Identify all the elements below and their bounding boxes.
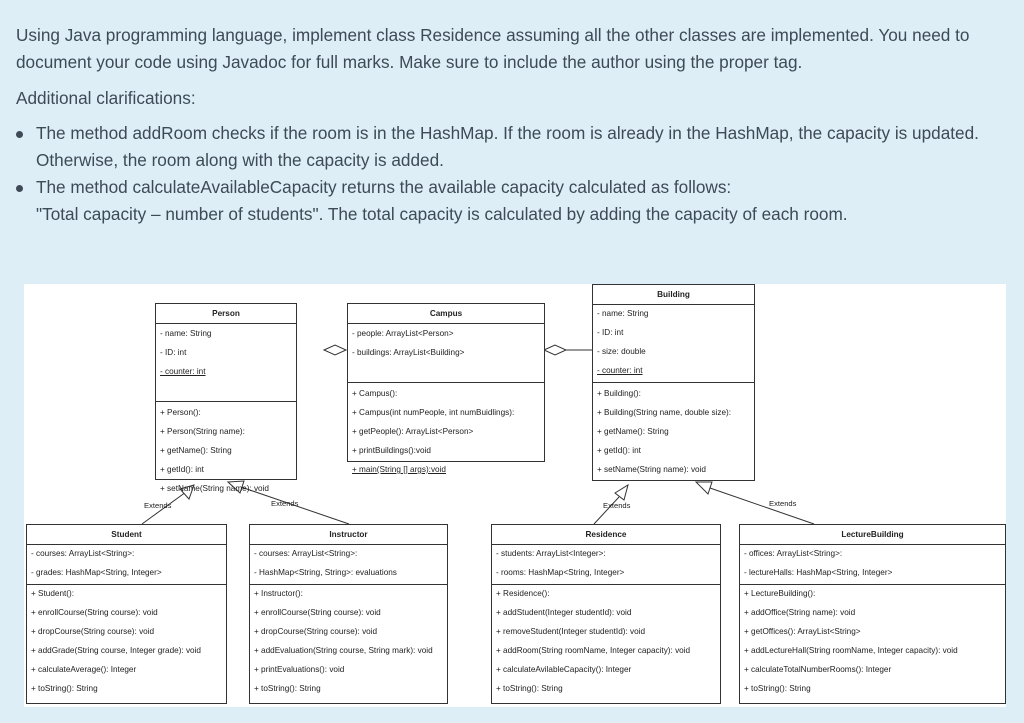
class-person bbox=[155, 303, 297, 493]
methods-section bbox=[250, 585, 447, 702]
method-static: + main(String [] args):void bbox=[352, 465, 446, 474]
method: + Person(): bbox=[160, 408, 201, 417]
class-name: Person bbox=[156, 304, 296, 324]
extends-label-student: Extends bbox=[144, 501, 172, 510]
method: + calculateAvilableCapacity(): Integer bbox=[496, 665, 632, 674]
attribute: - people: ArrayList<Person> bbox=[352, 329, 454, 338]
class-lecture-building bbox=[739, 524, 1006, 704]
method: + printBuildings():void bbox=[352, 446, 431, 455]
method: + getName(): String bbox=[160, 446, 232, 455]
attributes-section bbox=[27, 545, 226, 585]
method: + enrollCourse(String course): void bbox=[31, 608, 158, 617]
method: + getId(): int bbox=[160, 465, 204, 474]
method: + getId(): int bbox=[597, 446, 641, 455]
class-name: Building bbox=[593, 285, 754, 305]
method: + toString(): String bbox=[31, 684, 98, 693]
extends-label-residence: Extends bbox=[603, 501, 631, 510]
methods-section bbox=[156, 402, 296, 493]
question-paragraph: Using Java programming language, implement class Residence assuming all the other classes are implemented. You need to document your code using Javadoc for full marks. Make sure to include the author using the proper tag. bbox=[16, 25, 970, 72]
attribute: - size: double bbox=[597, 347, 646, 356]
method: + getOffices(): ArrayList<String> bbox=[744, 627, 861, 636]
method: + setName(String name): void bbox=[597, 465, 706, 474]
class-name: Campus bbox=[348, 304, 544, 324]
class-name: Residence bbox=[492, 525, 720, 545]
class-building bbox=[592, 284, 755, 481]
methods-section bbox=[492, 585, 720, 702]
class-campus bbox=[347, 303, 545, 474]
class-name: Instructor bbox=[250, 525, 447, 545]
method: + dropCourse(String course): void bbox=[254, 627, 378, 636]
extends-label-lecture-building: Extends bbox=[769, 499, 797, 508]
method: + setName(String name): void bbox=[160, 484, 269, 493]
attribute-static: - counter: int bbox=[597, 366, 643, 375]
method: + enrollCourse(String course): void bbox=[254, 608, 381, 617]
methods-section bbox=[593, 383, 754, 480]
attributes-section bbox=[156, 324, 296, 402]
attribute: - buildings: ArrayList<Building> bbox=[352, 348, 465, 357]
method: + Building(String name, double size): bbox=[597, 408, 732, 417]
method: + Campus(): bbox=[352, 389, 398, 398]
class-name: Student bbox=[27, 525, 226, 545]
method: + removeStudent(Integer studentId): void bbox=[496, 627, 646, 636]
clarification-formula: "Total capacity – number of students". The total capacity is calculated by adding the capacity of each room. bbox=[36, 204, 848, 224]
attribute: - grades: HashMap<String, Integer> bbox=[31, 568, 162, 577]
attributes-section bbox=[740, 545, 1005, 585]
attributes-section bbox=[348, 324, 544, 383]
method: + addLectureHall(String roomName, Integer capacity): void bbox=[744, 646, 958, 655]
method: + Campus(int numPeople, int numBuidlings): bbox=[352, 408, 515, 417]
method: + calculateAverage(): Integer bbox=[31, 665, 137, 674]
inheritance-arrow-icon bbox=[615, 485, 628, 500]
clarifications-heading: Additional clarifications: bbox=[16, 88, 196, 108]
methods-section bbox=[740, 585, 1005, 702]
inheritance-arrow-icon bbox=[696, 482, 712, 494]
method: + addGrade(String course, Integer grade): void bbox=[31, 646, 201, 655]
method: + dropCourse(String course): void bbox=[31, 627, 155, 636]
method: + LectureBuilding(): bbox=[744, 589, 816, 598]
attribute: - students: ArrayList<Integer>: bbox=[496, 549, 606, 558]
attribute: - offices: ArrayList<String>: bbox=[744, 549, 843, 558]
methods-section bbox=[348, 383, 544, 474]
clarification-text: The method addRoom checks if the room is in the HashMap. If the room is already in the HashMap, the capacity is updated. Otherwise, the room along with the capacity is added. bbox=[36, 123, 979, 170]
class-instructor bbox=[249, 524, 448, 704]
extends-label-instructor: Extends bbox=[271, 499, 299, 508]
clarification-item-addroom bbox=[16, 120, 1006, 174]
uml-class-diagram bbox=[24, 284, 1006, 707]
class-student bbox=[26, 524, 227, 704]
class-name: LectureBuilding bbox=[740, 525, 1005, 545]
bullet-dot-icon bbox=[16, 131, 23, 138]
clarification-text: The method calculateAvailableCapacity returns the available capacity calculated as follows: bbox=[36, 177, 732, 197]
question-text bbox=[16, 22, 1006, 228]
bullet-dot-icon bbox=[16, 185, 23, 192]
method: + toString(): String bbox=[254, 684, 321, 693]
attribute: - rooms: HashMap<String, Integer> bbox=[496, 568, 625, 577]
attributes-section bbox=[250, 545, 447, 585]
method: + Student(): bbox=[31, 589, 75, 598]
method: + addStudent(Integer studentId): void bbox=[496, 608, 632, 617]
attributes-section bbox=[492, 545, 720, 585]
attributes-section bbox=[593, 305, 754, 383]
method: + Person(String name): bbox=[160, 427, 245, 436]
attribute: - lectureHalls: HashMap<String, Integer> bbox=[744, 568, 893, 577]
methods-section bbox=[27, 585, 226, 702]
attribute: - ID: int bbox=[160, 348, 187, 357]
attribute: - name: String bbox=[160, 329, 212, 338]
class-residence bbox=[491, 524, 721, 704]
method: + getPeople(): ArrayList<Person> bbox=[352, 427, 474, 436]
clarification-item-capacity bbox=[16, 174, 1006, 228]
method: + getName(): String bbox=[597, 427, 669, 436]
method: + printEvaluations(): void bbox=[254, 665, 345, 674]
attribute: - name: String bbox=[597, 309, 649, 318]
clarifications-list bbox=[16, 120, 1006, 228]
method: + Building(): bbox=[597, 389, 641, 398]
method: + addEvaluation(String course, String mark): void bbox=[254, 646, 433, 655]
method: + calculateTotalNumberRooms(): Integer bbox=[744, 665, 892, 674]
attribute: - courses: ArrayList<String>: bbox=[254, 549, 358, 558]
attribute: - ID: int bbox=[597, 328, 624, 337]
inheritance-line-lecturebuilding-building bbox=[710, 488, 814, 524]
method: + addRoom(String roomName, Integer capacity): void bbox=[496, 646, 691, 655]
method: + Residence(): bbox=[496, 589, 550, 598]
method: + toString(): String bbox=[496, 684, 563, 693]
attribute: - HashMap<String, String>: evaluations bbox=[254, 568, 397, 577]
method: + Instructor(): bbox=[254, 589, 303, 598]
attribute: - courses: ArrayList<String>: bbox=[31, 549, 135, 558]
attribute-static: - counter: int bbox=[160, 367, 206, 376]
aggregation-diamond-icon bbox=[544, 345, 566, 355]
method: + toString(): String bbox=[744, 684, 811, 693]
method: + addOffice(String name): void bbox=[744, 608, 856, 617]
aggregation-diamond-icon bbox=[324, 345, 346, 355]
